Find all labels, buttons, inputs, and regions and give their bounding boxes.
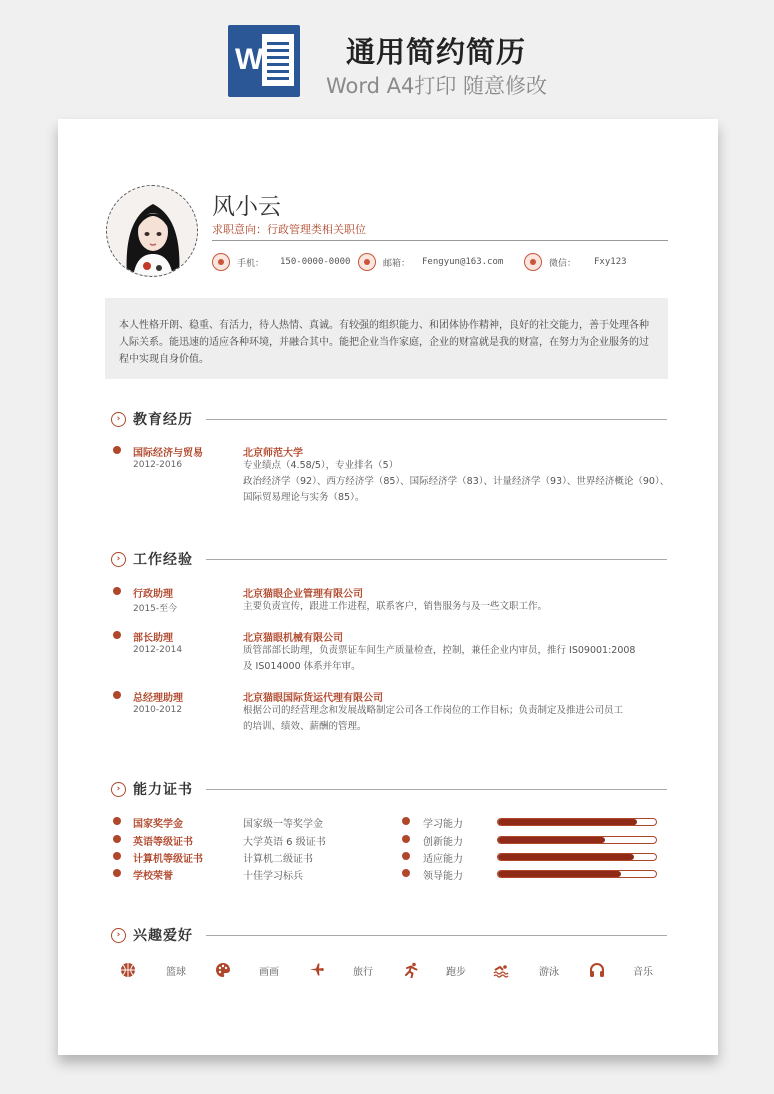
work-desc-line: 主要负责宣传，跟进工作进程，联系客户，销售服务与及一些文职工作。 [243,601,548,612]
work-desc-line: 质管部部长助理，负责票证车间生产质量检查，控制，兼任企业内审员，推行 IS09001:2008 [243,645,636,656]
edu-desc-line: 专业绩点（4.58/5），专业排名（5） [243,460,399,471]
edu-major: 国际经济与贸易 [133,448,203,459]
hobby-label: 音乐 [633,966,653,978]
skill-bar [497,870,657,878]
section-abilities [111,781,193,797]
cert-name: 学校荣誉 [133,871,173,882]
work-date: 2012-2014 [133,645,183,655]
job-intent: 求职意向：行政管理类相关职位 [212,223,366,236]
skill-name: 学习能力 [423,819,463,830]
section-title: 工作经验 [133,552,193,568]
contact-wechat [524,253,627,271]
cert-value: 大学英语 6 级证书 [243,837,326,848]
skill-name: 创新能力 [423,837,463,848]
chevron-right-icon: › [111,412,126,427]
contact-value: Fengyun@163.com [422,257,504,267]
cert-value: 国家级一等奖学金 [243,819,323,830]
cert-value: 计算机二级证书 [243,854,313,865]
bullet-dot [402,835,410,843]
divider [206,419,667,420]
chevron-right-icon: › [111,782,126,797]
swimming-icon [493,962,509,978]
work-desc-line: 及 IS014000 体系并年审。 [243,661,361,672]
divider [206,935,667,936]
hobby-item [215,962,279,978]
bullet-dot [113,587,121,595]
cert-name: 计算机等级证书 [133,854,203,865]
section-education [111,411,193,427]
running-icon [403,962,419,978]
airplane-icon [309,962,325,978]
hobby-label: 篮球 [166,966,186,978]
section-title: 教育经历 [133,412,193,428]
bullet-dot [402,852,410,860]
word-icon-letter: W [235,43,264,76]
word-icon [228,25,300,97]
bullet-dot [113,835,121,843]
section-title: 兴趣爱好 [133,928,193,944]
work-company: 北京猫眼机械有限公司 [243,633,343,644]
contact-value: Fxy123 [594,257,627,267]
skill-name: 领导能力 [423,871,463,882]
skill-name: 适应能力 [423,854,463,865]
chevron-right-icon: › [111,552,126,567]
palette-icon [215,962,231,978]
work-role: 部长助理 [133,633,173,644]
headphones-icon [589,962,605,978]
candidate-name: 风小云 [212,194,281,220]
work-date: 2010-2012 [133,705,183,715]
edu-desc-line: 政治经济学（92）、西方经济学（85）、国际经济学（83）、计量经济学（93）、世界经济概论（90）、 [243,476,670,487]
self-summary: 本人性格开朗、稳重、有活力，待人热情、真诚。有较强的组织能力、和团体协作精神，良好的社交能力，善于处理各种人际关系。能迅速的适应各种环境，并融合其中。能把企业当作家庭，企业的财富就是我的财富，在努力为企业服务的过程中实现自身价值。 [105,298,668,379]
work-role: 行政助理 [133,589,173,600]
cert-name: 英语等级证书 [133,837,193,848]
skill-bar [497,836,657,844]
divider [206,789,667,790]
bullet-dot [402,817,410,825]
hobby-label: 跑步 [446,966,466,978]
contact-label: 手机： [237,258,265,269]
bullet-dot [113,869,121,877]
cert-value: 十佳学习标兵 [243,871,303,882]
wechat-icon [524,253,542,271]
section-work [111,551,193,567]
skill-bar [497,853,657,861]
work-role: 总经理助理 [133,693,183,704]
section-hobbies [111,927,193,943]
divider [206,559,667,560]
contact-phone [212,253,350,271]
banner-title: 通用简约简历 [346,35,527,69]
hobby-label: 画画 [259,966,279,978]
work-company: 北京猫眼企业管理有限公司 [243,589,363,600]
bullet-dot [402,869,410,877]
section-title: 能力证书 [133,782,193,798]
mail-icon [358,253,376,271]
work-date: 2015-至今 [133,604,178,614]
contact-label: 微信： [549,258,577,269]
contact-label: 邮箱： [383,258,411,269]
bullet-dot [113,631,121,639]
banner [0,0,774,110]
work-desc-line: 的培训、绩效、薪酬的管理。 [243,721,367,732]
work-desc-line: 根据公司的经营理念和发展战略制定公司各工作岗位的工作目标；负责制定及推进公司员工 [243,705,624,716]
bullet-dot [113,817,121,825]
hobby-label: 旅行 [353,966,373,978]
bullet-dot [113,852,121,860]
hobby-item [120,962,186,978]
work-company: 北京猫眼国际货运代理有限公司 [243,693,383,704]
divider [212,240,668,241]
cert-name: 国家奖学金 [133,819,183,830]
bullet-dot [113,691,121,699]
hobby-item [589,962,653,978]
hobby-item [493,962,559,978]
skill-bar [497,818,657,826]
avatar [106,185,198,277]
hobby-label: 游泳 [539,966,559,978]
edu-desc-line: 国际贸易理论与实务（85）。 [243,492,365,503]
basketball-icon [120,962,136,978]
hobby-item [309,962,373,978]
bullet-dot [113,446,121,454]
phone-icon [212,253,230,271]
banner-subtitle: Word A4打印 随意修改 [326,74,548,98]
chevron-right-icon: › [111,928,126,943]
hobby-item [403,962,466,978]
contact-email [358,253,503,271]
edu-school: 北京师范大学 [243,448,303,459]
edu-date: 2012-2016 [133,460,183,470]
contact-value: 150-0000-0000 [280,257,351,267]
